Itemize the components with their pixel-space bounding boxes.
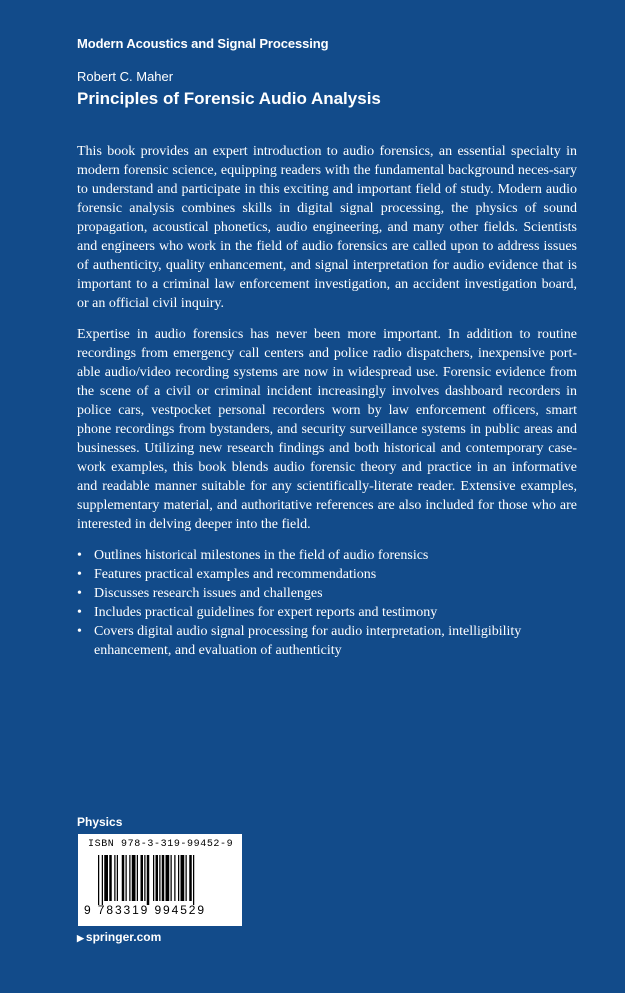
author-name: Robert C. Maher [77, 69, 174, 84]
ean-digits: 9 783319 994529 [84, 903, 206, 917]
feature-item [77, 603, 577, 622]
feature-text: Covers digital audio signal processing for audio interpretation, intelligibility enhancement, and evaluation of authenticity [94, 624, 522, 658]
feature-text: Includes practical guidelines for expert reports and testimony [94, 605, 438, 620]
feature-item [77, 565, 577, 584]
feature-item [77, 622, 577, 660]
feature-item [77, 584, 577, 603]
subject-category: Physics [77, 815, 123, 829]
feature-text: Discusses research issues and challenges [94, 586, 323, 601]
blurb-paragraph-2: Expertise in audio forensics has never been more important. In addition to routine recordings from emergency call centers and police radio dispatchers, inexpensive port-able audio/video recording systems are now in widespread use. Forensic evidence from the scene of a civil or criminal incident increasingly involves dashboard recorders in police cars, vestpocket personal recorders worn by law enforcement officers, smart phone recordings from bystanders, and security surveillance systems in public areas and businesses. Utilizing new research findings and both historical and contemporary case-work examples, this book blends audio forensic theory and practice in an informative and readable manner suitable for any scientifically-literate reader. Extensive examples, supplementary material, and authoritative references are also included for those who are interested in delving deeper into the field. [77, 327, 577, 532]
feature-text: Outlines historical milestones in the field of audio forensics [94, 548, 429, 563]
bullet-icon: • [77, 586, 82, 601]
arrow-right-icon: ▶ [77, 933, 84, 943]
publisher-link[interactable] [77, 930, 161, 944]
blurb-paragraph-1: This book provides an expert introduction to audio forensics, an essential specialty in modern forensic science, equipping readers with the fundamental background neces-sary to understand and participate in this exciting and important field of study. Modern audio forensic analysis combines skills in digital signal processing, the physics of sound propagation, acoustical phonetics, audio engineering, and many other fields. Scientists and engineers who work in the field of audio forensics are called upon to address issues of authenticity, quality enhancement, and signal interpretation for audio evidence that is important to a criminal law enforcement investigation, an accident investigation board, or an official civil inquiry. [77, 144, 577, 311]
barcode-bars [98, 855, 230, 905]
bullet-icon: • [77, 605, 82, 620]
bullet-icon: • [77, 624, 82, 639]
feature-text: Features practical examples and recommendations [94, 567, 377, 582]
feature-list [77, 546, 577, 660]
series-name: Modern Acoustics and Signal Processing [77, 36, 329, 51]
book-title: Principles of Forensic Audio Analysis [77, 89, 381, 108]
isbn-number: ISBN 978-3-319-99452-9 [88, 839, 234, 850]
isbn-barcode [78, 834, 242, 926]
bullet-icon: • [77, 567, 82, 582]
publisher-url: springer.com [85, 930, 162, 944]
feature-item [77, 546, 577, 565]
blurb [77, 142, 577, 660]
bullet-icon: • [77, 548, 82, 563]
